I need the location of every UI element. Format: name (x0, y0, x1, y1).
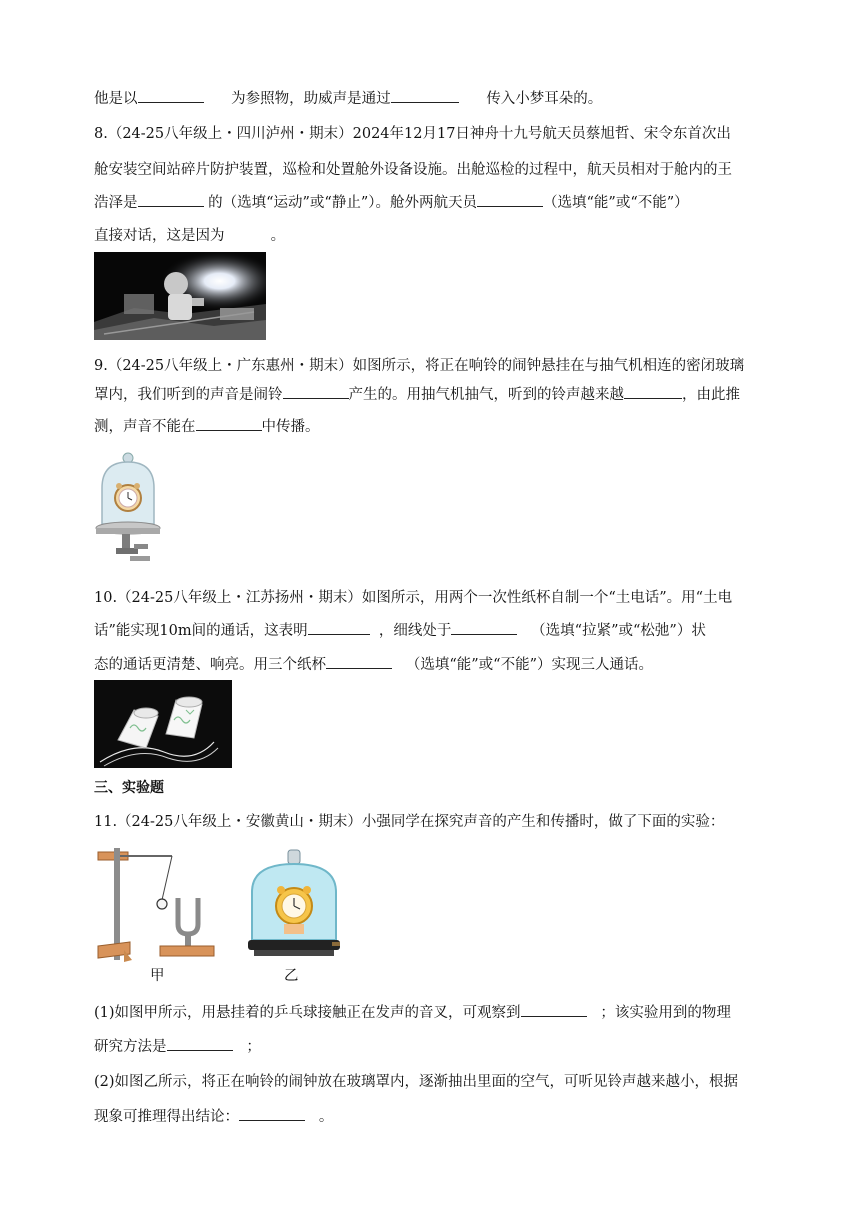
answer-blank[interactable] (391, 88, 459, 103)
q8-text: 的（选填“运动”或“静止”）。舱外两航天员 (208, 195, 478, 211)
q11-part2-line-2 (94, 1106, 333, 1127)
vacuum-bell-jar-figure (248, 848, 340, 960)
q10-line-3 (94, 654, 653, 675)
answer-blank[interactable] (138, 192, 204, 207)
answer-blank[interactable] (451, 620, 517, 635)
q8-text: 浩泽是 (94, 195, 138, 211)
q11-text: 现象可推理得出结论： (94, 1109, 239, 1125)
q9-line-3 (94, 416, 320, 437)
q9-line-1: 9.（24-25八年级上・广东惠州・期末）如图所示，将正在响铃的闹钟悬挂在与抽气机相连的密闭玻璃 (94, 358, 745, 374)
q11-text: 。 (318, 1109, 334, 1125)
q8-line-4 (94, 226, 285, 246)
q9-text: 中传播。 (261, 419, 320, 435)
q10-line-2 (94, 620, 706, 641)
q11-line-1: 11.（24-25八年级上・安徽黄山・期末）小强同学在探究声音的产生和传播时，做了下面的实验： (94, 814, 725, 830)
answer-blank[interactable] (239, 1106, 305, 1121)
q11-text: 研究方法是 (94, 1039, 167, 1055)
q9-text: 产生的。用抽气机抽气，听到的铃声越来越 (348, 387, 624, 403)
q11-text: ； (246, 1039, 261, 1055)
cup-telephone-photo (94, 680, 232, 768)
q8-text: 直接对话，这是因为 (94, 228, 225, 244)
answer-blank[interactable] (326, 654, 392, 669)
answer-blank[interactable] (477, 192, 543, 207)
q11-part1-line-1 (94, 1002, 731, 1023)
answer-blank[interactable] (624, 384, 682, 399)
answer-blank[interactable] (283, 384, 349, 399)
q10-text: 态的通话更清楚、响亮。用三个纸杯 (94, 657, 326, 673)
answer-blank[interactable] (308, 620, 370, 635)
section-heading: 三、实验题 (94, 780, 164, 796)
q10-text: 话”能实现10m间的通话，这表明 (94, 623, 308, 639)
q9-text: 测，声音不能在 (94, 419, 196, 435)
q10-text: （选填“拉紧”或“松弛”）状 (531, 623, 706, 639)
q10-text: ，细线处于 (378, 623, 452, 639)
figure-label-yi: 乙 (284, 968, 299, 984)
q8-line-3 (94, 192, 689, 213)
answer-blank[interactable] (521, 1002, 587, 1017)
q8-line-2: 舱安装空间站碎片防护装置，巡检和处置舱外设备设施。出舱巡检的过程中，航天员相对于舱内的王 (94, 162, 732, 178)
q9-line-2 (94, 384, 740, 405)
q7-text: 他是以 (94, 91, 138, 107)
answer-blank[interactable] (167, 1036, 233, 1051)
answer-blank[interactable] (196, 416, 262, 431)
q9-text: 罩内，我们听到的声音是闹铃 (94, 387, 283, 403)
q7-tail-line (94, 88, 602, 109)
q11-part1-line-2 (94, 1036, 261, 1057)
figure-label-jia: 甲 (150, 968, 165, 984)
answer-blank[interactable] (138, 88, 204, 103)
q10-text: （选填“能”或“不能”）实现三人通话。 (405, 657, 653, 673)
q11-text: ；该实验用到的物理 (600, 1005, 731, 1021)
spacewalk-photo (94, 252, 266, 340)
bell-jar-figure (94, 448, 166, 570)
q8-line-1: 8.（24-25八年级上・四川泸州・期末）2024年12月17日神舟十九号航天员蔡旭哲、宋令东首次出 (94, 126, 731, 142)
q8-text: 。 (270, 228, 286, 244)
q8-text: （选填“能”或“不能”） (543, 195, 689, 211)
q7-text: 传入小梦耳朵的。 (486, 91, 603, 107)
q11-part2-line-1: (2)如图乙所示，将正在响铃的闹钟放在玻璃罩内，逐渐抽出里面的空气，可听见铃声越来越小，根据 (94, 1074, 739, 1090)
tuning-fork-figure (94, 842, 218, 964)
q7-text: 为参照物，助威声是通过 (231, 91, 391, 107)
q9-text: ，由此推 (682, 387, 740, 403)
q11-text: (1)如图甲所示，用悬挂着的乒乓球接触正在发声的音叉，可观察到 (94, 1005, 521, 1021)
q10-line-1: 10.（24-25八年级上・江苏扬州・期末）如图所示，用两个一次性纸杯自制一个“土电话”。用“土电 (94, 590, 733, 606)
